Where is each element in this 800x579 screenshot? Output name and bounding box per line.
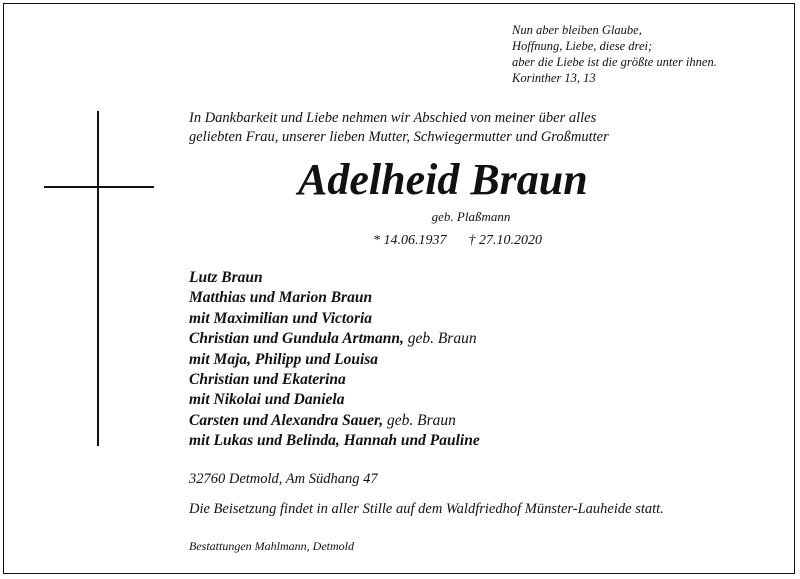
- bible-quote: [512, 22, 717, 86]
- mourner-name: Carsten und Alexandra Sauer,: [189, 411, 384, 429]
- quote-reference: Korinther 13, 13: [512, 71, 596, 85]
- cross-icon: [97, 111, 99, 446]
- intro-line: geliebten Frau, unserer lieben Mutter, Schwiegermutter und Großmutter: [189, 129, 609, 145]
- list-item: [189, 288, 480, 308]
- mourner-name: Lutz Braun: [189, 269, 263, 286]
- birth-date: * 14.06.1937: [373, 233, 447, 248]
- list-item: [189, 370, 480, 390]
- list-item: [189, 431, 480, 451]
- mourner-name: Christian und Gundula Artmann,: [189, 330, 404, 348]
- cross-icon-bar: [44, 186, 154, 188]
- quote-line: aber die Liebe ist die größte unter ihnen.: [512, 55, 717, 69]
- mourner-name: mit Nikolai und Daniela: [189, 391, 345, 409]
- list-item: [189, 390, 480, 410]
- list-item: [189, 268, 480, 288]
- intro-text: [189, 109, 609, 147]
- life-dates: [373, 232, 542, 250]
- mourner-name: Christian und Ekaterina: [189, 371, 346, 389]
- mourner-name: Matthias und Marion Braun: [189, 289, 373, 307]
- mourner-maiden-name: geb. Braun: [386, 411, 456, 429]
- funeral-notice: Die Beisetzung findet in aller Stille auf dem Waldfriedhof Münster-Lauheide statt.: [189, 501, 664, 517]
- mourner-maiden-name: geb. Braun: [407, 330, 477, 348]
- list-item: [189, 411, 480, 431]
- list-item: [189, 309, 480, 329]
- maiden-name-row: [0, 209, 800, 225]
- death-date: † 27.10.2020: [468, 233, 542, 248]
- deceased-name: Adelheid Braun: [298, 155, 588, 204]
- mourner-name: mit Maximilian und Victoria: [189, 309, 373, 327]
- family-address: 32760 Detmold, Am Südhang 47: [189, 471, 378, 487]
- quote-line: Hoffnung, Liebe, diese drei;: [512, 39, 653, 53]
- maiden-name: geb. Plaßmann: [431, 209, 511, 224]
- mourners-list: [189, 268, 480, 452]
- list-item: [189, 350, 480, 370]
- quote-line: Nun aber bleiben Glaube,: [512, 23, 642, 37]
- mourner-name: mit Lukas und Belinda, Hannah und Pauline: [189, 432, 480, 450]
- list-item: [189, 329, 480, 349]
- intro-line: In Dankbarkeit und Liebe nehmen wir Abschied von meiner über alles: [189, 110, 597, 126]
- undertaker-credit: Bestattungen Mahlmann, Detmold: [189, 539, 354, 553]
- mourner-name: mit Maja, Philipp und Louisa: [189, 350, 379, 368]
